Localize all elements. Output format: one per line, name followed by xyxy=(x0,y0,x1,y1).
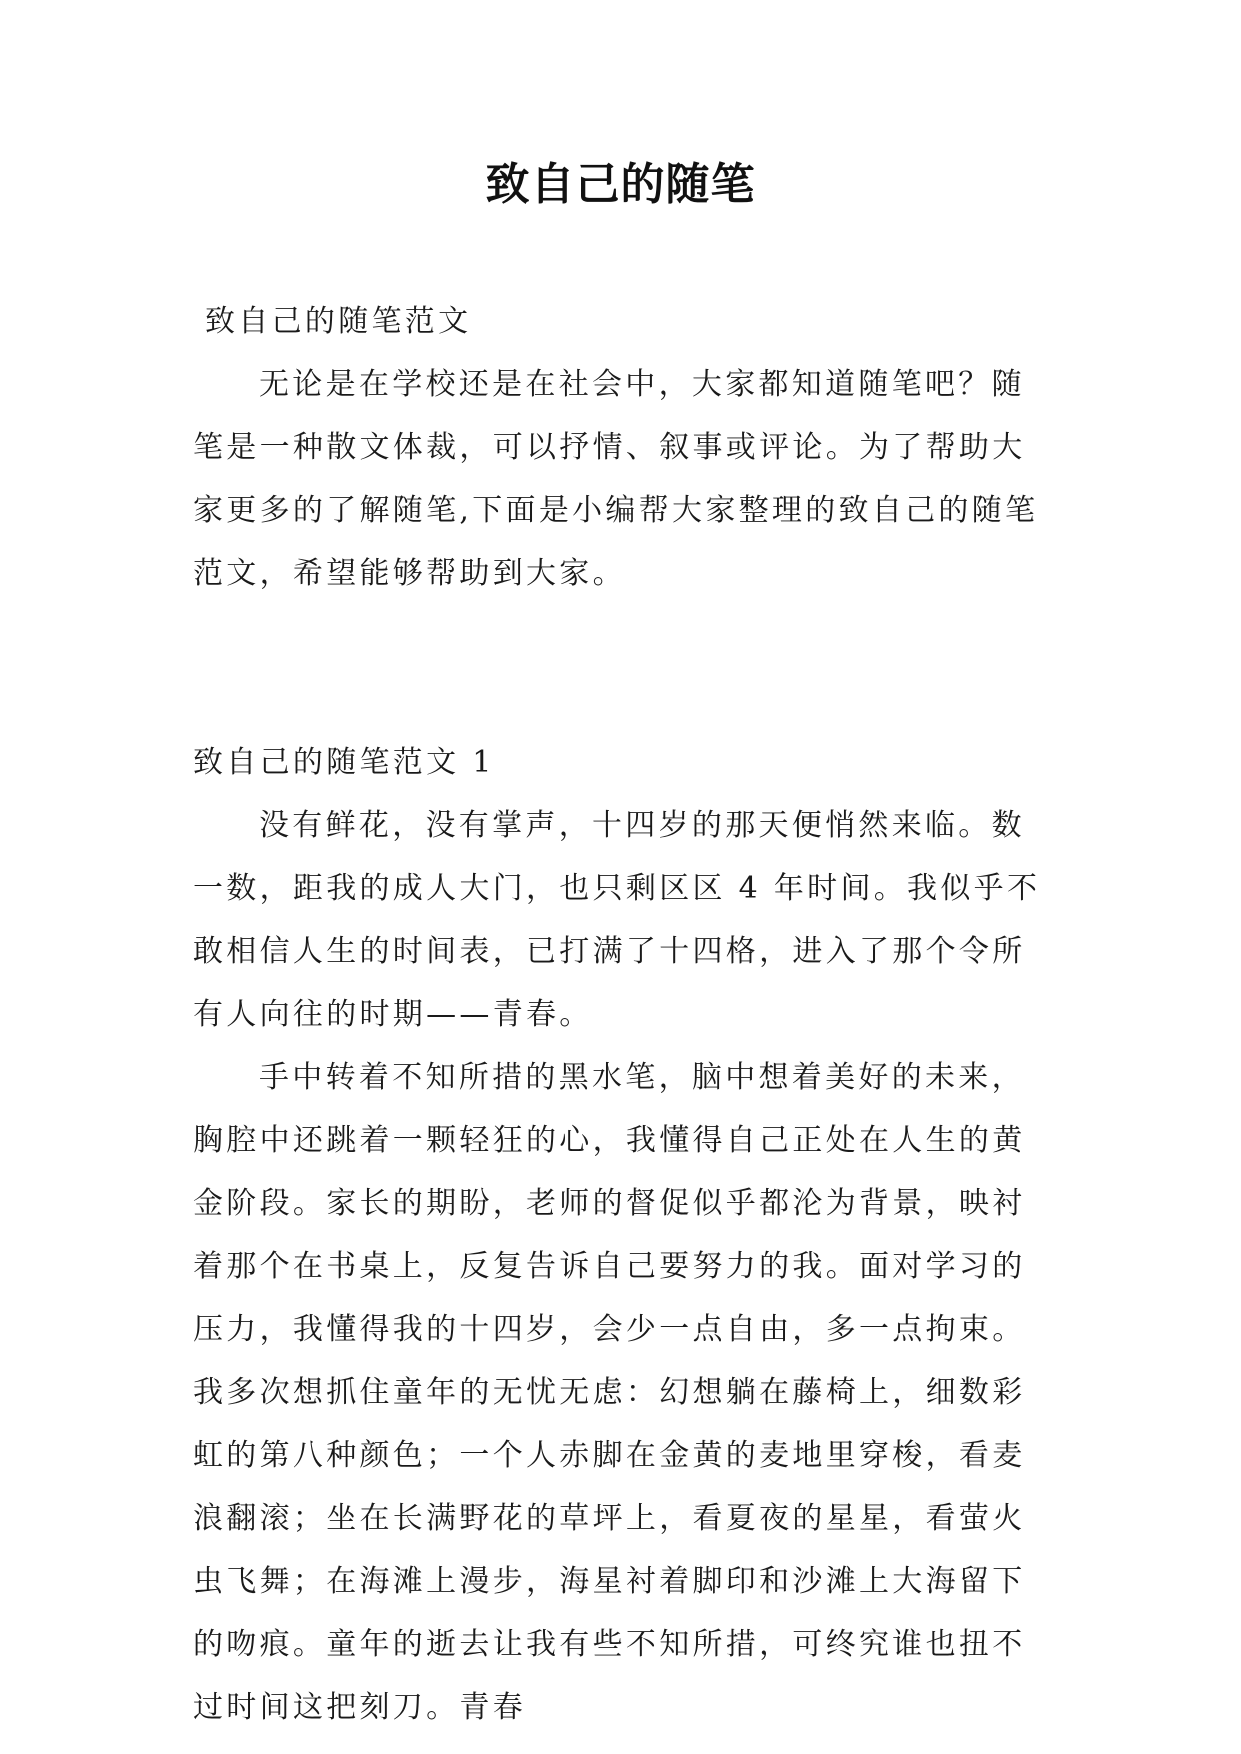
document-subtitle: 致自己的随笔范文 xyxy=(205,304,472,339)
intro-paragraph: 无论是在学校还是在社会中，大家都知道随笔吧？随笔是一种散文体裁，可以抒情、叙事或评论。为了帮助大家更多的了解随笔,下面是小编帮大家整理的致自己的随笔范文，希望能够帮助到大家。 xyxy=(193,367,1039,591)
body-paragraph: 手中转着不知所措的黑水笔，脑中想着美好的未来，胸腔中还跳着一颗轻狂的心，我懂得自己正处在人生的黄金阶段。家长的期盼，老师的督促似乎都沦为背景，映衬着那个在书桌上，反复告诉自己要努力的我。面对学习的压力，我懂得我的十四岁，会少一点自由，多一点拘束。我多次想抓住童年的无忧无虑：幻想躺在藤椅上，细数彩虹的第八种颜色；一个人赤脚在金黄的麦地里穿梭，看麦浪翻滚；坐在长满野花的草坪上，看夏夜的星星，看萤火虫飞舞；在海滩上漫步，海星衬着脚印和沙滩上大海留下的吻痕。童年的逝去让我有些不知所措，可终究谁也扭不过时间这把刻刀。青春 xyxy=(193,1060,1026,1725)
document-title: 致自己的随笔 xyxy=(485,159,756,210)
document-body xyxy=(193,290,1053,1739)
section-spacer xyxy=(193,605,1053,731)
section-heading: 致自己的随笔范文 1 xyxy=(193,745,495,780)
body-paragraph: 没有鲜花，没有掌声，十四岁的那天便悄然来临。数一数，距我的成人大门，也只剩区区 4 年时间。我似乎不敢相信人生的时间表，已打满了十四格，进入了那个令所有人向往的时期——青春。 xyxy=(193,808,1041,1032)
